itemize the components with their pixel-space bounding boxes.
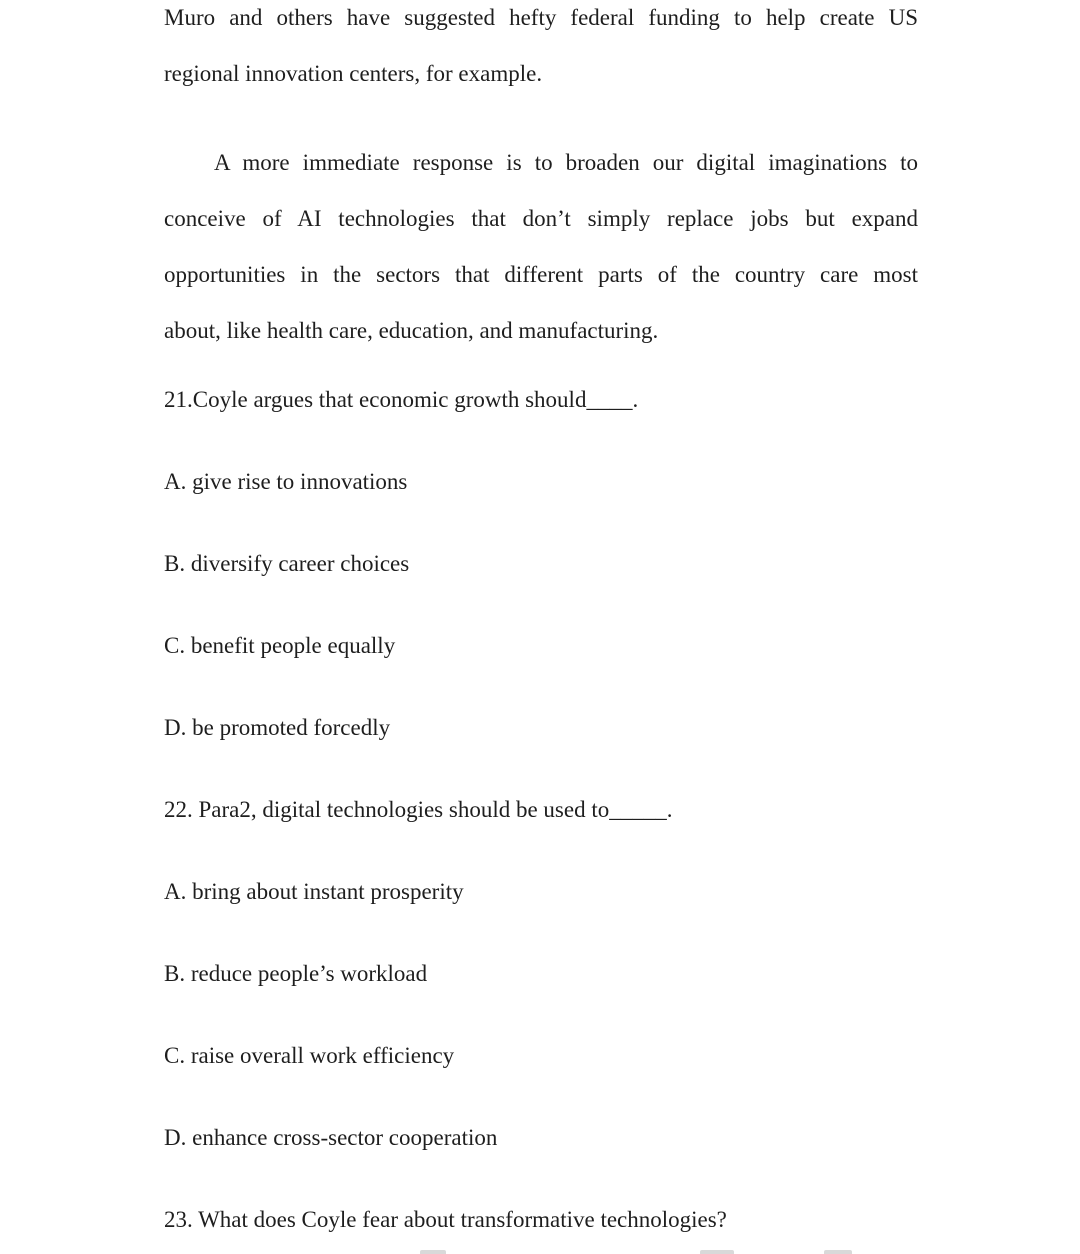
question-21-option-c: C. benefit people equally [164, 633, 396, 658]
question-22-option-c: C. raise overall work efficiency [164, 1043, 455, 1068]
passage-line: about, like health care, education, and manufacturing. [164, 318, 659, 343]
question-22-option-a: A. bring about instant prosperity [164, 879, 464, 904]
clipped-next-line-artifact [700, 1250, 734, 1254]
passage-line: opportunities in the sectors that different parts of the country care most [164, 262, 918, 287]
passage-paragraph-2 [164, 135, 918, 359]
question-21-option-b: B. diversify career choices [164, 551, 410, 576]
passage-line: conceive of AI technologies that don’t simply replace jobs but expand [164, 206, 918, 231]
question-21-option-d: D. be promoted forcedly [164, 715, 391, 740]
question-23-stem: 23. What does Coyle fear about transformative technologies? [164, 1207, 727, 1232]
clipped-next-line-artifact [420, 1250, 446, 1254]
passage-line: Muro and others have suggested hefty federal funding to help create US [164, 5, 918, 30]
passage-paragraph-1 [164, 0, 918, 102]
clipped-next-line-artifact [824, 1250, 852, 1254]
passage-line: A more immediate response is to broaden our digital imaginations to [214, 150, 918, 175]
question-21-stem: 21.Coyle argues that economic growth should____. [164, 387, 639, 412]
passage-line: regional innovation centers, for example. [164, 61, 543, 86]
question-21-option-a: A. give rise to innovations [164, 469, 408, 494]
question-22-stem: 22. Para2, digital technologies should be used to_____. [164, 797, 673, 822]
question-22-option-b: B. reduce people’s workload [164, 961, 428, 986]
question-22-option-d: D. enhance cross-sector cooperation [164, 1125, 498, 1150]
